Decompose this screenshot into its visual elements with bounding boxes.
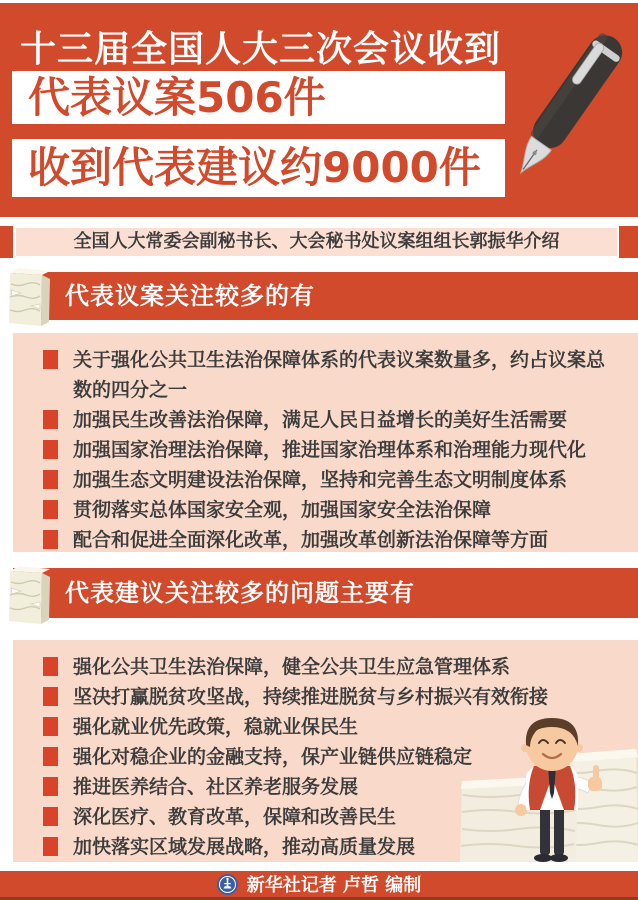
list-item: 坚决打赢脱贫攻坚战，持续推进脱贫与乡村振兴有效衔接 bbox=[43, 682, 618, 712]
section2-header bbox=[13, 568, 638, 618]
bullet-square-icon bbox=[43, 500, 58, 519]
list-item: 深化医疗、教育改革，保障和改善民生 bbox=[43, 802, 618, 832]
bullet-square-icon bbox=[43, 837, 58, 856]
list-item: 强化对稳企业的金融支持，保产业链供应链稳定 bbox=[43, 742, 618, 772]
stat-box-suggestions bbox=[12, 139, 505, 197]
bullet-square-icon bbox=[43, 807, 58, 826]
footer-credit-text: 新华社记者 卢哲 编制 bbox=[246, 875, 422, 896]
list-item: 贯彻落实总体国家安全观，加强国家安全法治保障 bbox=[43, 495, 618, 525]
stat-motions-text: 代表议案506件 bbox=[28, 73, 326, 122]
stat-box-motions bbox=[12, 71, 505, 124]
stat-suggestions-text: 收到代表建议约9000件 bbox=[28, 143, 481, 192]
bullet-square-icon bbox=[43, 777, 58, 796]
list-item: 关于强化公共卫生法治保障体系的代表议案数量多，约占议案总数的四分之一 bbox=[43, 345, 618, 405]
section1-heading: 代表议案关注较多的有 bbox=[65, 282, 315, 310]
subtitle-credit: 全国人大常委会副秘书长、大会秘书处议案组组长郭振华介绍 bbox=[16, 228, 617, 256]
top-divider bbox=[0, 0, 638, 3]
bullet-square-icon bbox=[43, 440, 58, 459]
paper-stack-icon bbox=[2, 562, 56, 628]
clerk-with-paper-stacks-illustration bbox=[460, 715, 638, 862]
motions-list bbox=[13, 333, 638, 555]
list-item: 加快落实区域发展战略，推动高质量发展 bbox=[43, 832, 618, 862]
section2-heading: 代表建议关注较多的问题主要有 bbox=[65, 579, 415, 607]
list-item: 强化公共卫生法治保障，健全公共卫生应急管理体系 bbox=[43, 652, 618, 682]
motions-card bbox=[13, 333, 638, 552]
list-item: 加强民生改善法治保障，满足人民日益增长的美好生活需要 bbox=[43, 405, 618, 435]
footer-credit-bar bbox=[0, 871, 638, 897]
list-item: 加强国家治理法治保障，推进国家治理体系和治理能力现代化 bbox=[43, 435, 618, 465]
xinhua-emblem-icon bbox=[217, 874, 238, 895]
bullet-square-icon bbox=[43, 470, 58, 489]
fountain-pen-icon bbox=[495, 18, 638, 196]
bullet-square-icon bbox=[43, 657, 58, 676]
bullet-square-icon bbox=[43, 687, 58, 706]
strip-accent-right bbox=[619, 226, 638, 258]
section1-header bbox=[13, 272, 638, 320]
list-item: 配合和促进全面深化改革，加强改革创新法治保障等方面 bbox=[43, 525, 618, 555]
list-item: 强化就业优先政策，稳就业保民生 bbox=[43, 712, 618, 742]
bullet-square-icon bbox=[43, 530, 58, 549]
bullet-square-icon bbox=[43, 350, 58, 369]
bullet-square-icon bbox=[43, 747, 58, 766]
bullet-square-icon bbox=[43, 717, 58, 736]
strip-accent-left bbox=[0, 226, 13, 258]
list-item: 推进医养结合、社区养老服务发展 bbox=[43, 772, 618, 802]
list-item: 加强生态文明建设法治保障，坚持和完善生态文明制度体系 bbox=[43, 465, 618, 495]
paper-stack-icon bbox=[2, 266, 56, 328]
header-banner bbox=[0, 0, 638, 217]
poster-title: 十三届全国人大三次会议收到 bbox=[20, 29, 502, 70]
bullet-square-icon bbox=[43, 410, 58, 429]
